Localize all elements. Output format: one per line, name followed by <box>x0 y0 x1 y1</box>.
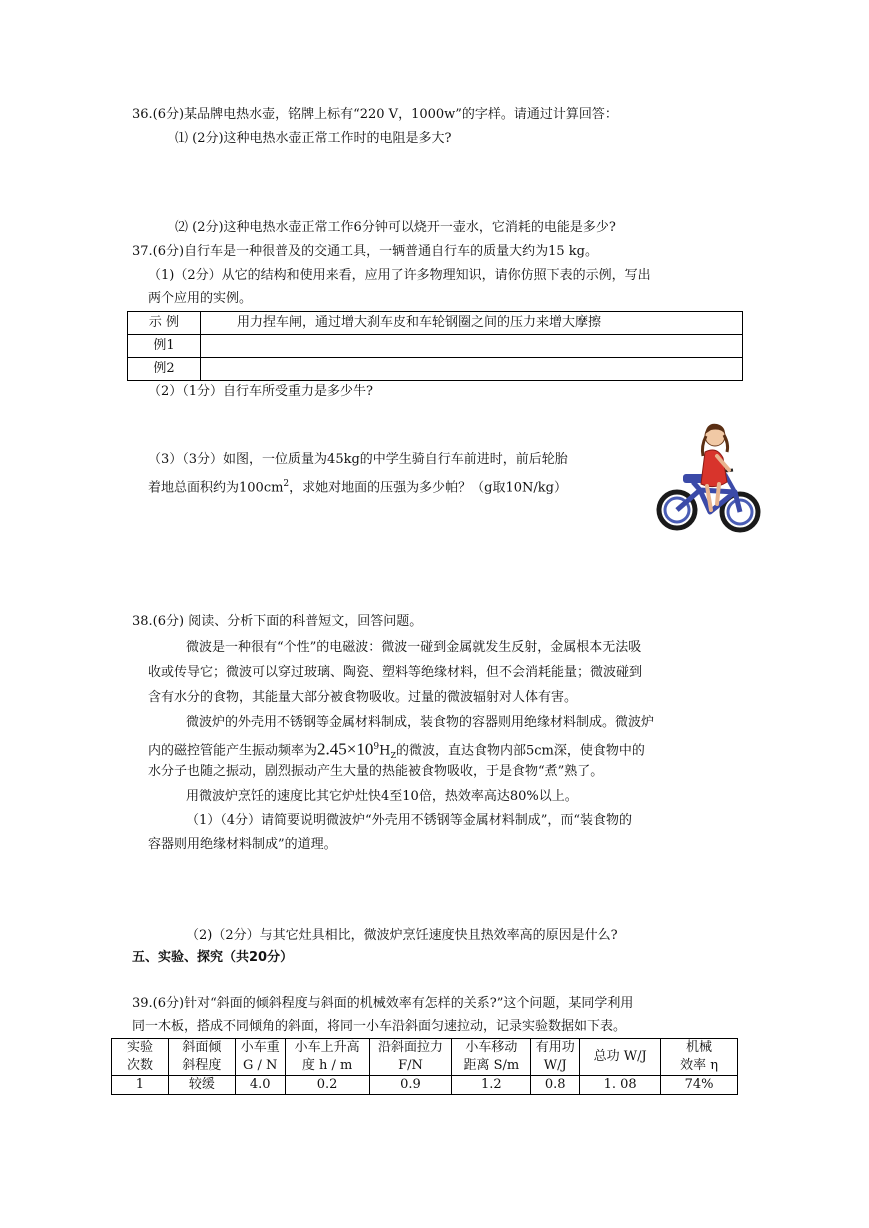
table-cell: 4.0 <box>235 1076 285 1095</box>
header-efficiency: 机械 效率 η <box>661 1039 738 1076</box>
table-row <box>128 335 743 358</box>
header-total-work: 总功 W/J <box>580 1039 661 1076</box>
header-incline-degree: 斜面倾 斜程度 <box>168 1039 235 1076</box>
q36-part2: ⑵ (2分)这种电热水壶正常工作6分钟可以烧开一壶水，它消耗的电能是多少? <box>175 220 616 235</box>
header-distance: 小车移动 距离 S/m <box>452 1039 531 1076</box>
section-title: 五、实验、探究（共20分） <box>132 950 294 965</box>
q37-part1-line1: （1)（2分）从它的结构和使用来看，应用了许多物理知识，请你仿照下表的示例，写出 <box>148 268 651 283</box>
q38-part2: （2)（2分）与其它灶具相比，微波炉烹饪速度快且热效率高的原因是什么? <box>186 928 618 943</box>
table-cell: 0.9 <box>369 1076 452 1095</box>
table-cell-content <box>201 335 743 358</box>
table-cell: 0.2 <box>285 1076 369 1095</box>
table-cell: 1. 08 <box>580 1076 661 1095</box>
table-cell-content <box>201 358 743 381</box>
header-rise-height: 小车上升高 度 h / m <box>285 1039 369 1076</box>
table-cell-label: 例2 <box>128 358 201 381</box>
table-cell: 较缓 <box>168 1076 235 1095</box>
examples-table <box>127 311 743 381</box>
cyclist-illustration <box>655 412 765 537</box>
header-cart-weight: 小车重 G / N <box>235 1039 285 1076</box>
table-cell-label: 示 例 <box>128 312 201 335</box>
table-row <box>128 358 743 381</box>
q36-part1: ⑴ (2分)这种电热水壶正常工作时的电阻是多大? <box>175 131 452 146</box>
q38-part1-line2: 容器则用绝缘材料制成”的道理。 <box>148 837 337 852</box>
q38-para1-line3: 含有水分的食物，其能量大部分被食物吸收。过量的微波辐射对人体有害。 <box>148 690 578 705</box>
q37-part3-line2: 着地总面积约为$100cm^2$，求她对地面的压强为多少帕？（g取10N/kg） <box>148 479 567 496</box>
q38-intro: 38.(6分) 阅读、分析下面的科普短文，回答问题。 <box>132 614 423 629</box>
q38-para2-line3: 水分子也随之振动，剧烈振动产生大量的热能被食物吸收，于是食物“煮”熟了。 <box>148 764 604 779</box>
table-header-row <box>112 1039 738 1076</box>
table-cell: 74% <box>661 1076 738 1095</box>
q38-para1-line2: 收或传导它；微波可以穿过玻璃、陶瓷、塑料等绝缘材料，但不会消耗能量；微波碰到 <box>148 665 643 680</box>
q38-part1-line1: （1）（4分）请简要说明微波炉“外壳用不锈钢等金属材料制成”，而“装食物的 <box>186 813 632 828</box>
q37-intro: 37.(6分)自行车是一种很普及的交通工具，一辆普通自行车的质量大约为15 kg。 <box>132 244 598 259</box>
table-row <box>112 1076 738 1095</box>
table-cell: 1.2 <box>452 1076 531 1095</box>
q37-part2: （2）（1分）自行车所受重力是多少牛? <box>148 384 374 399</box>
q38-para3: 用微波炉烹饪的速度比其它炉灶快4至10倍，热效率高达80%以上。 <box>186 789 578 804</box>
table-cell: 0.8 <box>531 1076 580 1095</box>
q38-para2-line2: 内的磁控管能产生振动频率为$2.45\times 10^9H_Z$的微波，直达食物内部5cm深，使食物中的 <box>148 739 645 760</box>
q39-intro-line2: 同一木板，搭成不同倾角的斜面，将同一小车沿斜面匀速拉动，记录实验数据如下表。 <box>132 1019 627 1034</box>
table-cell-label: 例1 <box>128 335 201 358</box>
q37-part3-line1: （3）（3分）如图，一位质量为45kg的中学生骑自行车前进时，前后轮胎 <box>148 452 568 467</box>
table-cell-content: 用力捏车闸，通过增大刹车皮和车轮钢圈之间的压力来增大摩擦 <box>201 312 743 335</box>
header-pull-force: 沿斜面拉力 F/N <box>369 1039 452 1076</box>
q38-para2-line1: 微波炉的外壳用不锈钢等金属材料制成，装食物的容器则用绝缘材料制成。微波炉 <box>186 715 655 730</box>
header-useful-work: 有用功 W/J <box>531 1039 580 1076</box>
q38-para1-line1: 微波是一种很有“个性”的电磁波：微波一碰到金属就发生反射，金属根本无法吸 <box>186 640 642 655</box>
experiment-table <box>111 1038 738 1095</box>
table-cell: 1 <box>112 1076 169 1095</box>
table-row <box>128 312 743 335</box>
header-trial-no: 实验 次数 <box>112 1039 169 1076</box>
q36-intro: 36.(6分)某品牌电热水壶，铭牌上标有“220 V，1000w”的字样。请通过计算回答： <box>132 107 618 122</box>
q39-intro-line1: 39.(6分)针对“斜面的倾斜程度与斜面的机械效率有怎样的关系?”这个问题，某同学利用 <box>132 996 634 1011</box>
q37-part1-line2: 两个应用的实例。 <box>148 291 253 306</box>
